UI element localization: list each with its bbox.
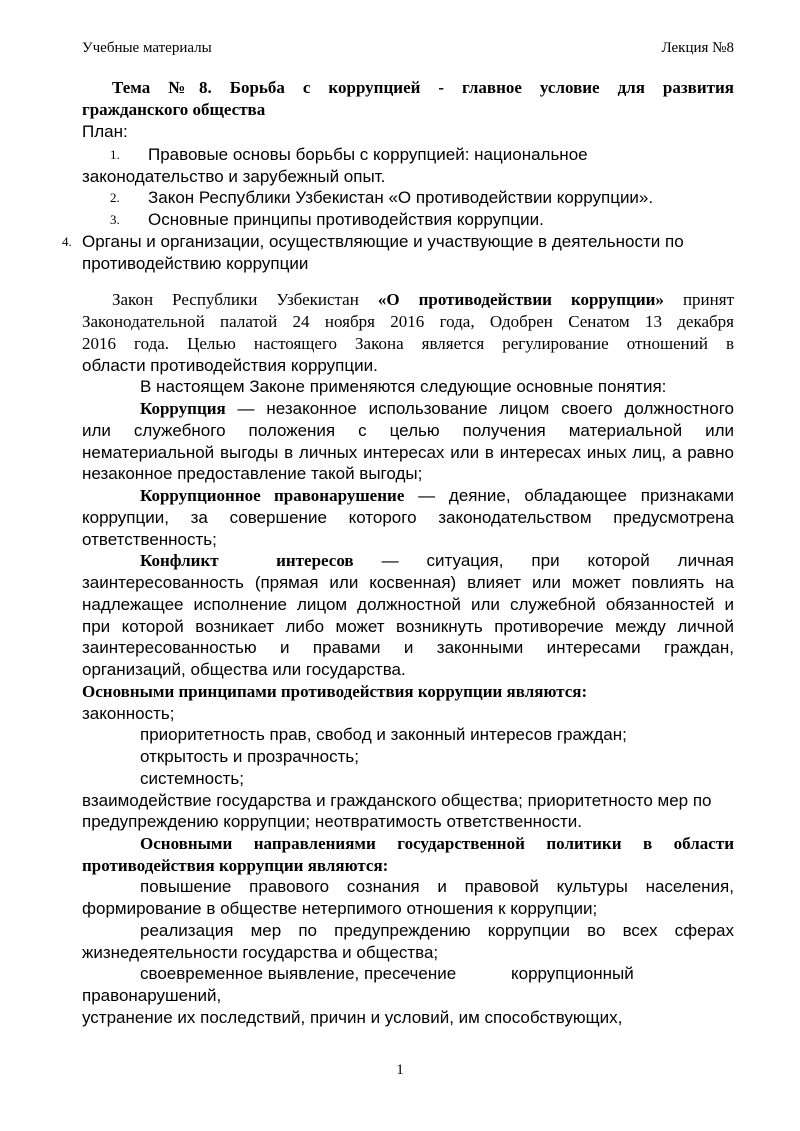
header-left: Учебные материалы	[82, 40, 212, 56]
conflict-line-5: заинтересованностью и правами и законными интересами граждан,	[82, 638, 734, 657]
principles-item-2: приоритетность прав, свобод и законный интересов граждан;	[140, 725, 627, 744]
corruption-term: Коррупция	[140, 399, 226, 418]
intro-line-1	[112, 289, 734, 311]
conflict-line-2: заинтересованность (прямая или косвенная) влияет или может повлиять на	[82, 573, 734, 592]
offense-line-1	[140, 485, 734, 507]
directions-line-6: правонарушений,	[82, 986, 222, 1005]
intro-line-3: 2016 года. Целью настоящего Закона является регулирование отношений в	[82, 334, 734, 353]
plan-item-4-line-1: Органы и организации, осуществляющие и участвующие в деятельности по	[82, 232, 684, 251]
directions-line-5b: коррупционный	[511, 964, 634, 983]
plan-item-1-line-1: Правовые основы борьбы с коррупцией: национальное	[148, 145, 588, 164]
plan-label: План:	[82, 122, 128, 141]
conflict-line-6: организаций, общества или государства.	[82, 660, 406, 679]
principles-heading: Основными принципами противодействия коррупции являются:	[82, 682, 588, 701]
directions-line-3: реализация мер по предупреждению коррупции во всех сферах	[140, 921, 734, 940]
corruption-line-1	[140, 398, 734, 420]
conflict-line-4: при которой возникает либо может возникнуть противоречие между личной	[82, 617, 734, 636]
intro-text-a: Закон Республики Узбекистан	[112, 290, 378, 309]
plan-item-1-line-2: законодательство и зарубежный опыт.	[82, 167, 386, 186]
principles-item-6: предупреждению коррупции; неотвратимость ответственности.	[82, 812, 582, 831]
header-right: Лекция №8	[661, 40, 734, 56]
directions-line-7: устранение их последствий, причин и условий, им способствующих,	[82, 1008, 623, 1027]
corruption-line-4: незаконное предоставление такой выгоды;	[82, 464, 423, 483]
principles-item-4: системность;	[140, 769, 244, 788]
plan-item-4-number: 4.	[62, 234, 72, 249]
corruption-def-1: — незаконное использование лицом своего должностного	[225, 399, 734, 418]
plan-item-2-number: 2.	[110, 190, 120, 205]
concepts-intro: В настоящем Законе применяются следующие основные понятия:	[140, 377, 667, 396]
offense-line-3: ответственность;	[82, 530, 217, 549]
directions-line-2: формирование в обществе нетерпимого отношения к коррупции;	[82, 899, 598, 918]
directions-line-5a: своевременное выявление, пресечение	[140, 964, 457, 983]
corruption-line-3: нематериальной выгоды в личных интересах или в интересах иных лиц, а равно	[82, 443, 734, 462]
conflict-line-3: надлежащее исполнение лицом должностной или служебной обязанностей и	[82, 595, 734, 614]
offense-line-2: коррупции, за совершение которого законодательством предусмотрена	[82, 508, 734, 527]
plan-item-1-number: 1.	[110, 147, 120, 162]
plan-item-3-line-1: Основные принципы противодействия коррупции.	[148, 210, 544, 229]
plan-item-4-line-2: противодействию коррупции	[82, 254, 309, 273]
directions-line-4: жизнедеятельности государства и общества;	[82, 943, 439, 962]
directions-heading-2: противодействия коррупции являются:	[82, 856, 389, 875]
conflict-term: Конфликт интересов	[140, 551, 354, 570]
conflict-line-1	[140, 550, 734, 572]
plan-item-2-line-1: Закон Республики Узбекистан «О противодействии коррупции».	[148, 188, 654, 207]
directions-heading-1: Основными направлениями государственной политики в области	[140, 834, 734, 853]
intro-text-c: принят	[663, 290, 734, 309]
plan-item-3-number: 3.	[110, 212, 120, 227]
principles-item-1: законность;	[82, 704, 175, 723]
page-header	[82, 40, 734, 64]
offense-term: Коррупционное правонарушение	[140, 486, 405, 505]
principles-item-5: взаимодействие государства и гражданского общества; приоритетносто мер по	[82, 791, 712, 810]
conflict-def-1: — ситуация, при которой личная	[353, 551, 734, 570]
corruption-line-2: или служебного положения с целью получения материальной или	[82, 421, 734, 440]
title-line-1: Тема №8. Борьба с коррупцией - главное условие для развития	[112, 78, 734, 97]
offense-def-1: — деяние, обладающее признаками	[404, 486, 734, 505]
intro-law-name: «О противодействии коррупции»	[377, 290, 664, 309]
page-number: 1	[396, 1062, 404, 1078]
title-line-2: гражданского общества	[82, 100, 266, 119]
intro-line-4: области противодействия коррупции.	[82, 356, 378, 375]
principles-item-3: открытость и прозрачность;	[140, 747, 359, 766]
directions-line-1: повышение правового сознания и правовой культуры населения,	[140, 877, 734, 896]
intro-line-2: Законодательной палатой 24 ноября 2016 года, Одобрен Сенатом 13 декабря	[82, 312, 734, 331]
